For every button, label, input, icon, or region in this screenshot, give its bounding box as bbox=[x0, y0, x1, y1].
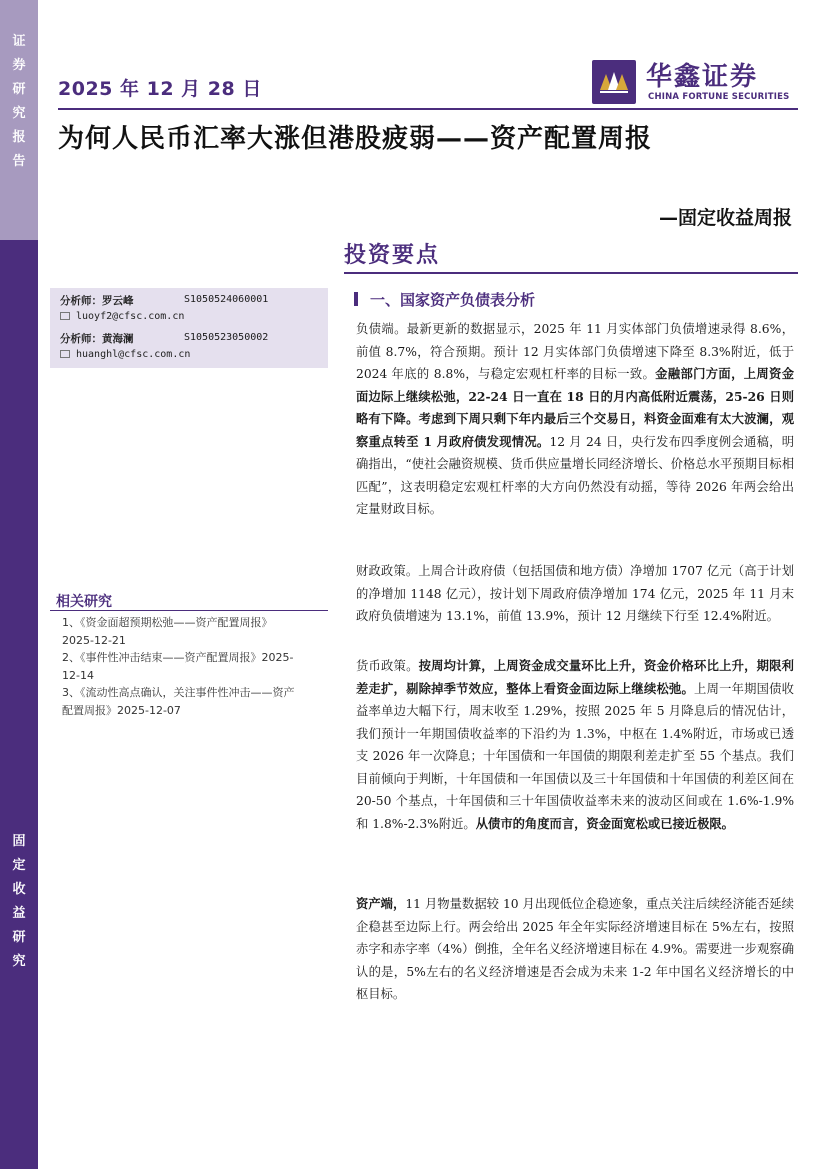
mail-icon bbox=[60, 312, 70, 320]
section-divider bbox=[344, 272, 798, 274]
main-heading bbox=[354, 289, 535, 310]
main-heading-text: 一、国家资产负债表分析 bbox=[370, 291, 536, 309]
analyst-row bbox=[60, 293, 134, 308]
sidebar-char: 研 bbox=[12, 82, 26, 97]
sidebar-char: 券 bbox=[12, 58, 26, 73]
analyst-email[interactable] bbox=[60, 349, 190, 360]
paragraph-bold: 从债市的角度而言，资金面宽松或已接近极限。 bbox=[475, 815, 734, 831]
company-logo-icon bbox=[592, 60, 636, 104]
paragraph-text: 财政政策。上周合计政府债（包括国债和地方债）净增加 1707 亿元（高于计划的净增加 1148 亿元），按计划下周政府债净增加 174 亿元，2025 年 11 月末政府负债增速为 13.1%，前值 13.9%，预计 12 月继续下行至 12.4%附近。 bbox=[356, 564, 794, 623]
header-divider bbox=[58, 108, 798, 110]
section-heading: 投资要点 bbox=[344, 243, 441, 268]
paragraph-bold: 资产端， bbox=[356, 896, 406, 911]
analyst-email-text: huanghl@cfsc.com.cn bbox=[76, 349, 191, 360]
analyst-id: S1050523050002 bbox=[184, 332, 269, 343]
paragraph-text: 12 月 24 日，央行发布四季度例会通稿，明确指出，“使社会融资规模、货币供应量增长同经济增长、价格总水平预期目标相匹配”，这表明稳定宏观杠杆率的大方向仍然没有动摇，等待 2026 年两会给出定量财政目标。 bbox=[356, 434, 794, 516]
company-name-en: CHINA FORTUNE SECURITIES bbox=[648, 92, 790, 102]
paragraph-text: 上周一年期国债收益率单边大幅下行，周末收至 1.29%，按照 2025 年 5 月降息后的情况估计，我们预计一年期国债收益率的下沿约为 1.3%，中枢在 1.4%附近，市场或已透支 2026 年一次降息；十年国债和一年国债的期限利差走扩至 55 个基点。我们目前倾向于判断，十年国债和一年国债以及三十年国债和十年国债的利差区间在 20-50 个基点，十年国债和三十年国债收益率未来的波动区间或在 1.6%-1.9%和 1.8%-2.3%附近。 bbox=[356, 681, 794, 831]
paragraph-text: 货币政策。 bbox=[356, 659, 419, 673]
company-name-cn: 华鑫证券 bbox=[646, 62, 759, 92]
analyst-id: S1050524060001 bbox=[184, 294, 269, 305]
related-item[interactable]: 1、《资金面超预期松弛——资产配置周报》2025-12-21 bbox=[62, 616, 273, 647]
sidebar-char: 告 bbox=[12, 154, 26, 169]
paragraph-text: 负债端。最新更新的数据显示，2025 年 11 月实体部门负债增速录得 8.6%，前值 8.7%，符合预期。预计 12 月实体部门负债增速下降至 8.3%附近，低于 2024 年底的 8.8%，与稳定宏观杠杆率的目标一致。 bbox=[356, 322, 794, 381]
sidebar-char: 报 bbox=[12, 130, 26, 145]
sidebar-char: 定 bbox=[12, 858, 26, 873]
paragraph-bold: 按周均计算，上周资金成交量环比上升，资金价格环比上升，期限利差走扩，剔除掉季节效应，整体上看资金面边际上继续松弛。 bbox=[356, 658, 794, 696]
related-research-list bbox=[62, 614, 302, 719]
analyst-email[interactable] bbox=[60, 311, 184, 322]
paragraph-text: 11 月物量数据较 10 月出现低位企稳迹象，重点关注后续经济能否延续企稳甚至边际上行。两会给出 2025 年全年实际经济增速目标在 5%左右，按照赤字和赤字率（4%）倒推，全年名义经济增速目标在 4.9%。需要进一步观察确认的是，5%左右的名义经济增速是否会成为未来 1-2 年中国名义经济增长的中枢目标。 bbox=[356, 897, 794, 1001]
report-subtitle: —固定收益周报 bbox=[658, 207, 792, 229]
sidebar-char: 究 bbox=[12, 106, 26, 121]
sidebar-bottom-band bbox=[0, 240, 38, 1169]
sidebar-char: 益 bbox=[12, 906, 26, 921]
analyst-name: 分析师：黄海澜 bbox=[60, 333, 134, 345]
sidebar-label-report bbox=[0, 30, 38, 174]
analyst-row bbox=[60, 331, 134, 346]
paragraph-assets bbox=[356, 893, 794, 1006]
sidebar-char: 研 bbox=[12, 930, 26, 945]
related-divider bbox=[50, 610, 328, 611]
paragraph-fiscal bbox=[356, 560, 794, 628]
paragraph-liabilities bbox=[356, 318, 794, 521]
sidebar-label-fixed-income bbox=[0, 830, 38, 974]
related-item[interactable]: 3、《流动性高点确认，关注事件性冲击——资产配置周报》2025-12-07 bbox=[62, 686, 295, 717]
analyst-email-text: luoyf2@cfsc.com.cn bbox=[76, 311, 185, 322]
paragraph-bold: 金融部门方面，上周资金面边际上继续松弛，22-24 日一直在 18 日的月内高低附近震荡，25-26 日则略有下降。考虑到下周只剩下年内最后三个交易日，料资金面难有太大波澜，观察重点转至 1 月政府债发现情况。 bbox=[356, 366, 794, 449]
mail-icon bbox=[60, 350, 70, 358]
paragraph-monetary bbox=[356, 655, 794, 835]
report-title: 为何人民币汇率大涨但港股疲弱——资产配置周报 bbox=[58, 124, 653, 154]
sidebar-char: 收 bbox=[12, 882, 26, 897]
related-item[interactable]: 2、《事件性冲击结束——资产配置周报》2025-12-14 bbox=[62, 651, 294, 682]
sidebar-char: 固 bbox=[12, 834, 26, 849]
sidebar-char: 究 bbox=[12, 954, 26, 969]
heading-bar bbox=[354, 292, 358, 306]
related-research-heading: 相关研究 bbox=[56, 594, 112, 610]
analyst-name: 分析师：罗云峰 bbox=[60, 295, 134, 307]
report-date: 2025 年 12 月 28 日 bbox=[58, 78, 262, 100]
sidebar-char: 证 bbox=[12, 34, 26, 49]
